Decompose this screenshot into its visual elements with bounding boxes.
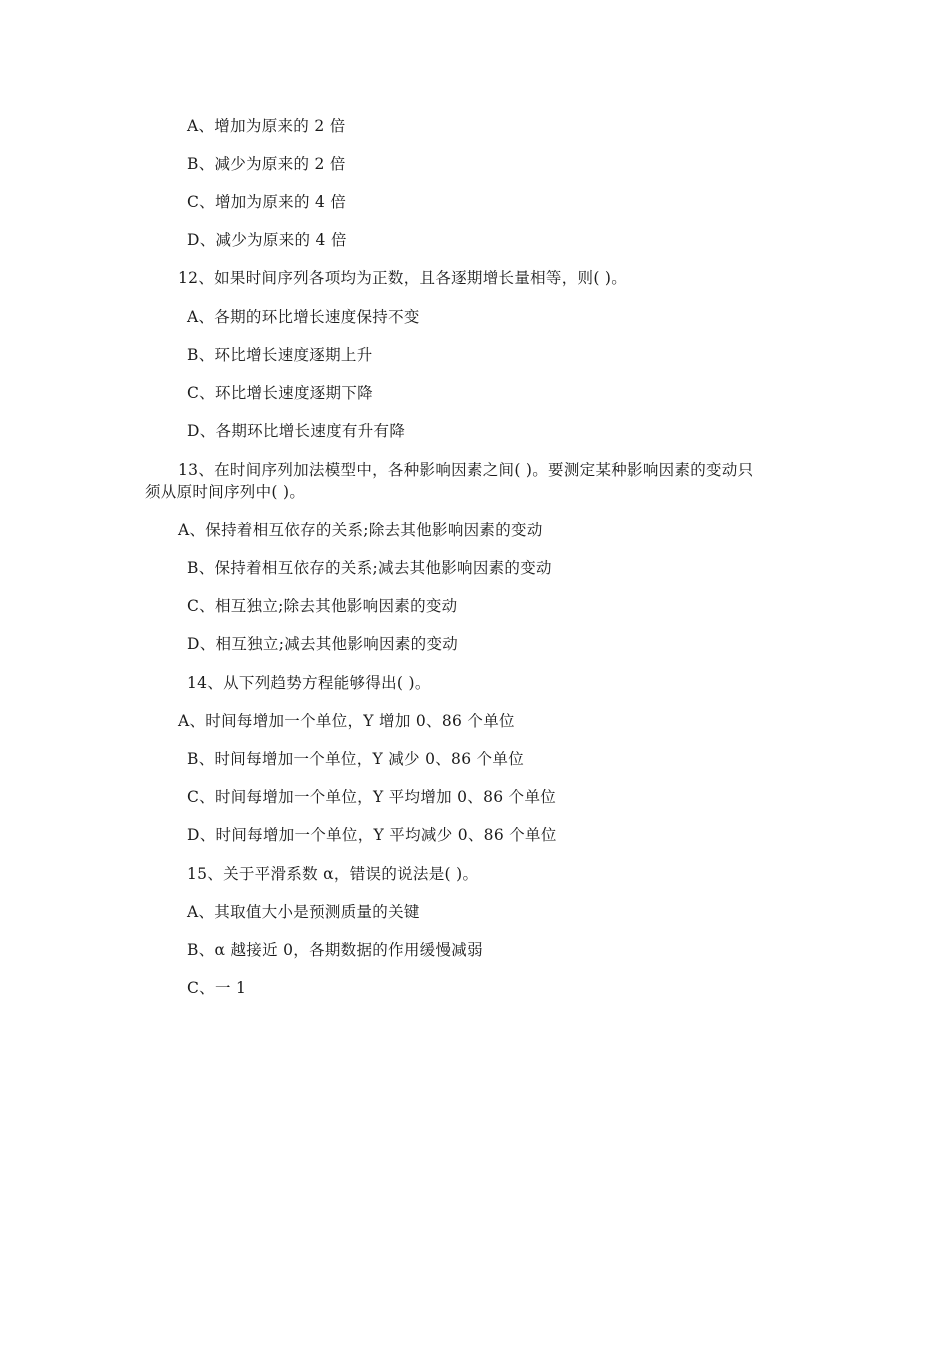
q15-option-c: C、一 1 [187,979,247,997]
q13-option-c: C、相互独立;除去其他影响因素的变动 [187,597,458,615]
q13-option-b: B、保持着相互依存的关系;减去其他影响因素的变动 [187,559,552,577]
q14-option-c: C、时间每增加一个单位，Y 平均增加 0、86 个单位 [187,788,557,806]
q12-option-a: A、各期的环比增长速度保持不变 [187,308,420,326]
question-13-line2: 须从原时间序列中( )。 [145,483,306,501]
q11-option-c: C、增加为原来的 4 倍 [187,193,347,211]
q12-option-c: C、环比增长速度逐期下降 [187,384,373,402]
q15-option-a: A、其取值大小是预测质量的关键 [187,903,420,921]
q14-option-a: A、时间每增加一个单位，Y 增加 0、86 个单位 [178,712,515,730]
question-14: 14、从下列趋势方程能够得出( )。 [187,674,431,692]
question-12: 12、如果时间序列各项均为正数，且各逐期增长量相等，则( )。 [178,269,628,287]
q15-option-b: B、α 越接近 0，各期数据的作用缓慢减弱 [187,941,483,959]
q13-option-d: D、相互独立;减去其他影响因素的变动 [187,635,459,653]
q11-option-b: B、减少为原来的 2 倍 [187,155,346,173]
q14-option-b: B、时间每增加一个单位，Y 减少 0、86 个单位 [187,750,524,768]
q12-option-b: B、环比增长速度逐期上升 [187,346,373,364]
q12-option-d: D、各期环比增长速度有升有降 [187,422,406,440]
question-15: 15、关于平滑系数 α，错误的说法是( )。 [187,865,479,883]
q13-option-a: A、保持着相互依存的关系;除去其他影响因素的变动 [178,521,543,539]
q14-option-d: D、时间每增加一个单位，Y 平均减少 0、86 个单位 [187,826,557,844]
question-13-line1: 13、在时间序列加法模型中，各种影响因素之间( )。要测定某种影响因素的变动只 [178,461,754,479]
q11-option-a: A、增加为原来的 2 倍 [187,117,346,135]
q11-option-d: D、减少为原来的 4 倍 [187,231,347,249]
